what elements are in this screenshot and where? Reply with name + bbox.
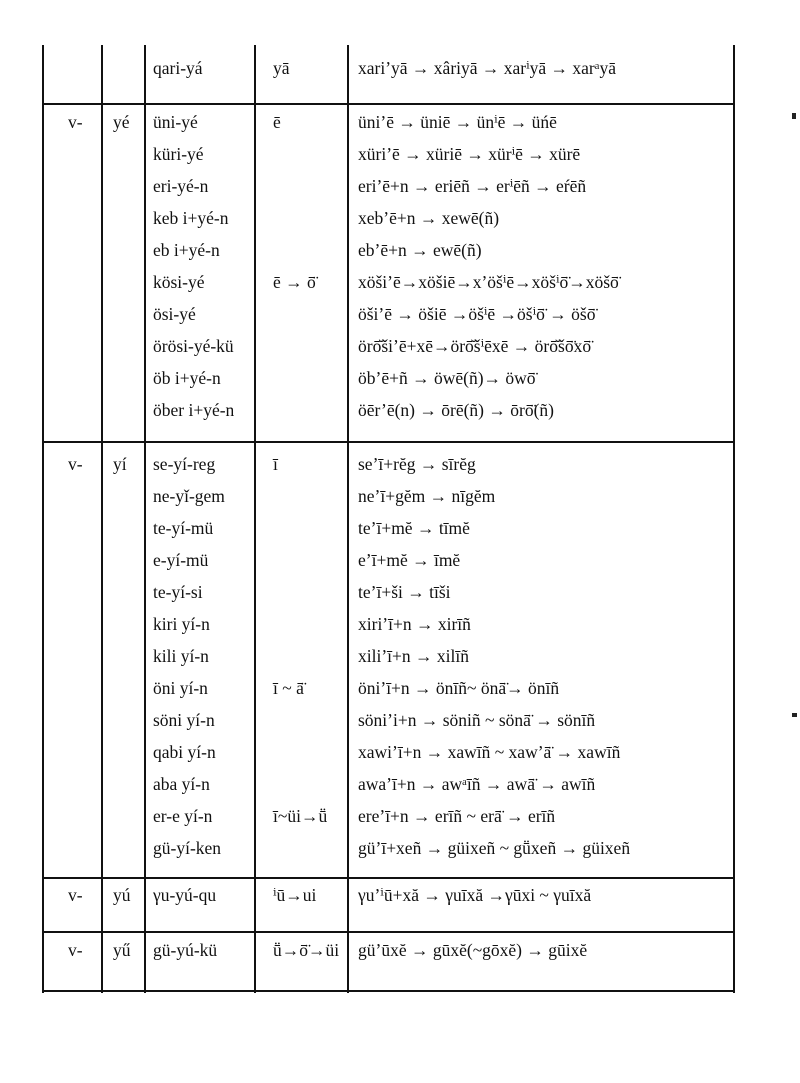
table-row xyxy=(0,202,800,234)
table-row xyxy=(0,640,800,672)
word-cell: ne-yǐ-gem xyxy=(153,486,225,506)
derivation-cell: öni’ī+n → önīñ~ önā̈→ önīñ xyxy=(358,678,560,698)
word-cell: kösi-yé xyxy=(153,272,205,292)
vowel-cell: yā xyxy=(273,58,290,78)
derivation-cell: te’ī+ši → tīši xyxy=(358,582,451,602)
derivation-cell: xari’yā → xâriyā → xarⁱyā → xarᵃyā xyxy=(358,58,617,78)
suffix-cell: yű xyxy=(113,940,131,960)
word-cell: er-e yí-n xyxy=(153,806,213,826)
word-cell: te-yí-mü xyxy=(153,518,214,538)
word-cell: küri-yé xyxy=(153,144,204,164)
word-cell: kili yí-n xyxy=(153,646,209,666)
derivation-cell: öēr’ē(n) → ōrē(ñ) → ōrō̈(ñ) xyxy=(358,400,554,420)
type-cell: v- xyxy=(68,112,83,132)
word-cell: öni yí-n xyxy=(153,678,208,698)
derivation-cell: örō̆ši’ē+xē→örō̆šⁱēxē → örō̆šō̈xō̈ xyxy=(358,336,592,356)
derivation-cell: γu’ⁱū+xă → γuīxă →γūxi ~ γuīxă xyxy=(358,885,592,905)
table-row xyxy=(0,266,800,298)
derivation-cell: öb’ē+ñ → öwē(ñ)→ öwō̈ xyxy=(358,368,536,388)
word-cell: aba yí-n xyxy=(153,774,210,794)
word-cell: e-yí-mü xyxy=(153,550,209,570)
derivation-cell: söni’i+n → söniñ ~ sönā̈ → sönīñ xyxy=(358,710,596,730)
word-cell: ösi-yé xyxy=(153,304,196,324)
table-row xyxy=(0,448,800,480)
table-row xyxy=(0,736,800,768)
table-row xyxy=(0,879,800,911)
word-cell: söni yí-n xyxy=(153,710,215,730)
word-cell: üni-yé xyxy=(153,112,198,132)
word-cell: te-yí-si xyxy=(153,582,203,602)
word-cell: kiri yí-n xyxy=(153,614,210,634)
table-row xyxy=(0,52,800,84)
table-row xyxy=(0,544,800,576)
section-separator xyxy=(42,441,734,443)
table-row xyxy=(0,138,800,170)
table-row xyxy=(0,234,800,266)
vowel-cell: ē xyxy=(273,112,281,132)
word-cell: γu-yú-qu xyxy=(153,885,217,905)
word-cell: qabi yí-n xyxy=(153,742,216,762)
derivation-cell: xüri’ē → xüriē → xürⁱē → xürē xyxy=(358,144,581,164)
derivation-cell: awa’ī+n → awᵃīñ → awā̈ → awīñ xyxy=(358,774,596,794)
derivation-cell: gü’ī+xeñ → güixeñ ~ gṻxeñ → güixeñ xyxy=(358,838,631,858)
word-cell: gü-yú-kü xyxy=(153,940,218,960)
section-separator xyxy=(42,931,734,933)
derivation-cell: e’ī+mĕ → īmĕ xyxy=(358,550,461,570)
table-row xyxy=(0,362,800,394)
word-cell: keb i+yé-n xyxy=(153,208,229,228)
word-cell: öber i+yé-n xyxy=(153,400,235,420)
type-cell: v- xyxy=(68,940,83,960)
word-cell: öb i+yé-n xyxy=(153,368,221,388)
derivation-cell: eb’ē+n → ewē(ñ) xyxy=(358,240,482,260)
suffix-cell: yú xyxy=(113,885,131,905)
derivation-cell: xiri’ī+n → xirīñ xyxy=(358,614,471,634)
derivation-cell: xawi’ī+n → xawīñ ~ xaw’ā̈ → xawīñ xyxy=(358,742,621,762)
derivation-cell: xili’ī+n → xilīñ xyxy=(358,646,469,666)
table-bottom-border xyxy=(42,990,734,992)
table-row xyxy=(0,576,800,608)
word-cell: qari-yá xyxy=(153,58,203,78)
suffix-cell: yé xyxy=(113,112,130,132)
vowel-cell: ṻ→ō̈→üi xyxy=(273,940,340,960)
vowel-cell: ī ~ ā̈ xyxy=(273,678,304,698)
table-row xyxy=(0,330,800,362)
derivation-cell: se’ī+rĕg → sīrĕg xyxy=(358,454,476,474)
table-row xyxy=(0,298,800,330)
derivation-cell: te’ī+mĕ → tīmĕ xyxy=(358,518,470,538)
derivation-cell: eri’ē+n → eriēñ → erⁱēñ → eŕēñ xyxy=(358,176,587,196)
derivation-cell: xeb’ē+n → xewē(ñ) xyxy=(358,208,500,228)
type-cell: v- xyxy=(68,454,83,474)
table-row xyxy=(0,394,800,426)
vowel-cell: ē → ō̈ xyxy=(273,272,316,292)
word-cell: eb i+yé-n xyxy=(153,240,220,260)
table-row xyxy=(0,480,800,512)
table-row xyxy=(0,512,800,544)
derivation-cell: ere’ī+n → erīñ ~ erā̈ → erīñ xyxy=(358,806,556,826)
vowel-cell: ⁱū→ui xyxy=(273,885,317,905)
vowel-cell: ī~üi→ṻ xyxy=(273,806,328,826)
table-row xyxy=(0,608,800,640)
table-row xyxy=(0,704,800,736)
derivation-cell: ne’ī+gĕm → nīgĕm xyxy=(358,486,496,506)
word-cell: se-yí-reg xyxy=(153,454,216,474)
table-row xyxy=(0,170,800,202)
derivation-cell: üni’ē → üniē → ünⁱē → üńē xyxy=(358,112,557,132)
table-row xyxy=(0,106,800,138)
table-row xyxy=(0,832,800,864)
suffix-cell: yí xyxy=(113,454,127,474)
word-cell: örösi-yé-kü xyxy=(153,336,234,356)
word-cell: eri-yé-n xyxy=(153,176,209,196)
derivation-cell: gü’ūxĕ → gūxĕ(~gōxĕ) → gūixĕ xyxy=(358,940,588,960)
table-row xyxy=(0,768,800,800)
vowel-cell: ī xyxy=(273,454,278,474)
type-cell: v- xyxy=(68,885,83,905)
derivation-cell: xöši’ē→xöšiē→x’öšⁱē→xöšⁱō̈→xöšō̈ xyxy=(358,272,619,292)
section-separator xyxy=(42,103,734,105)
table-row xyxy=(0,672,800,704)
derivation-cell: öši’ē → öšiē →öšⁱē →öšⁱō̈ → öšō̈ xyxy=(358,304,596,324)
table-row xyxy=(0,934,800,966)
table-row xyxy=(0,800,800,832)
word-cell: gü-yí-ken xyxy=(153,838,222,858)
